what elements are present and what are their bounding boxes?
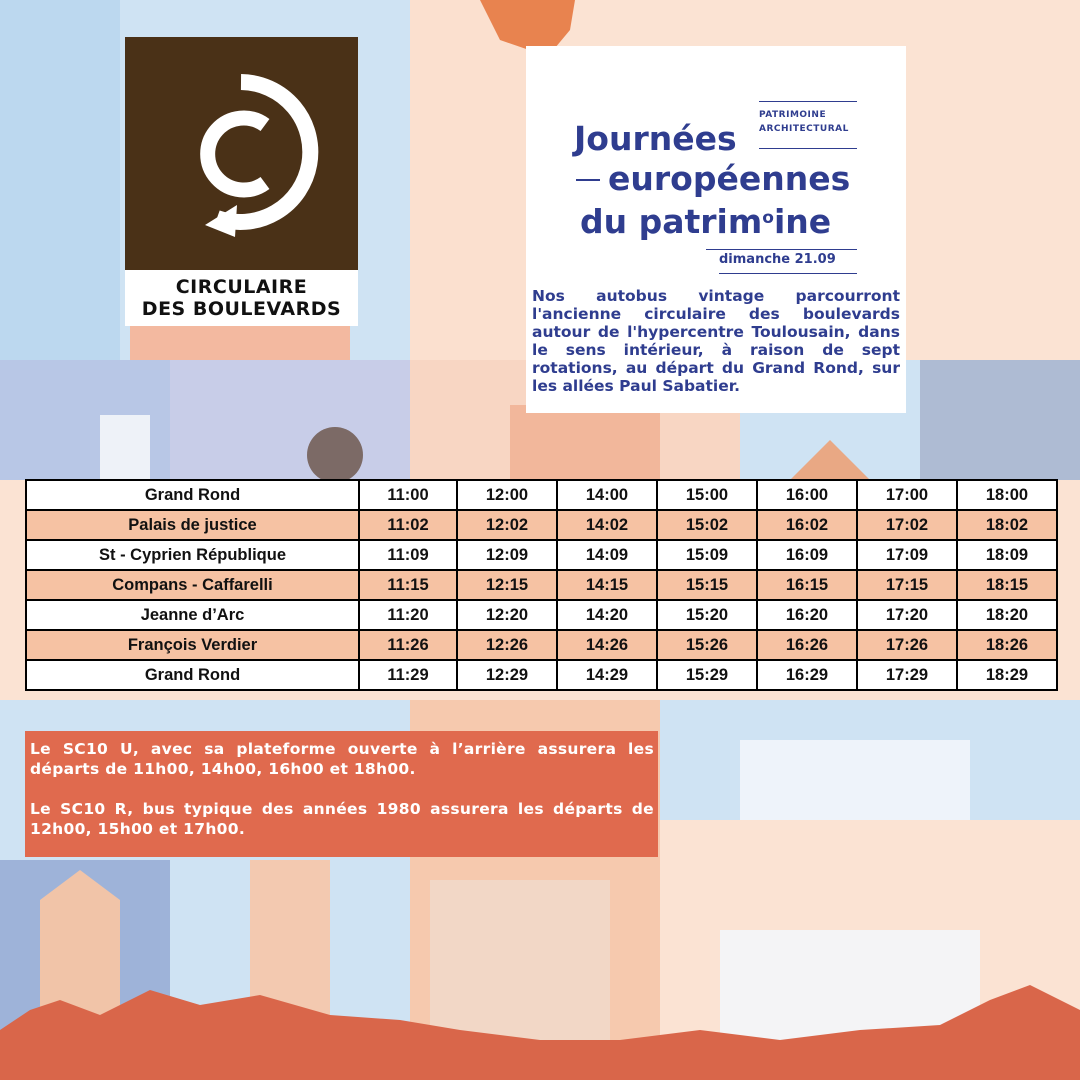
logo-label [125, 270, 358, 326]
departure-time: 12:26 [457, 630, 557, 660]
departure-time: 12:09 [457, 540, 557, 570]
departure-time: 16:20 [757, 600, 857, 630]
departure-time: 11:09 [359, 540, 457, 570]
departure-time: 15:00 [657, 480, 757, 510]
tag-architectural: ARCHITECTURAL [759, 124, 849, 134]
departure-time: 15:02 [657, 510, 757, 540]
departure-time: 17:02 [857, 510, 957, 540]
departure-time: 16:00 [757, 480, 857, 510]
departure-time: 18:00 [957, 480, 1057, 510]
jep-title-line3 [580, 202, 831, 248]
rule-top [759, 101, 857, 102]
departure-time: 12:00 [457, 480, 557, 510]
stop-name: Grand Rond [26, 480, 359, 510]
departure-time: 18:02 [957, 510, 1057, 540]
departure-time: 11:02 [359, 510, 457, 540]
departure-time: 12:15 [457, 570, 557, 600]
departure-time: 15:26 [657, 630, 757, 660]
table-row [26, 600, 1057, 630]
tag-patrimoine: PATRIMOINE [759, 110, 827, 120]
table-row [26, 630, 1057, 660]
departure-time: 12:20 [457, 600, 557, 630]
table-row [26, 510, 1057, 540]
departure-time: 11:29 [359, 660, 457, 690]
departure-time: 14:26 [557, 630, 657, 660]
departure-time: 18:29 [957, 660, 1057, 690]
departure-time: 15:20 [657, 600, 757, 630]
note-sc10u: Le SC10 U, avec sa plateforme ouverte à l’arrière assurera les départs de 11h00, 14h00, 16h00 et 18h00. [30, 740, 654, 778]
departure-time: 16:26 [757, 630, 857, 660]
departure-time: 17:29 [857, 660, 957, 690]
departure-time: 14:15 [557, 570, 657, 600]
departure-time: 11:20 [359, 600, 457, 630]
departure-time: 14:00 [557, 480, 657, 510]
stop-name: François Verdier [26, 630, 359, 660]
jep-title-line2: européennes [608, 159, 851, 198]
logo-label-line1: CIRCULAIRE [175, 276, 308, 298]
departure-time: 16:09 [757, 540, 857, 570]
note-sc10r: Le SC10 R, bus typique des années 1980 assurera les départs de 12h00, 15h00 et 17h00. [30, 800, 654, 838]
stop-name: Jeanne d’Arc [26, 600, 359, 630]
jep-title-line3-end: ine [773, 202, 832, 241]
logo-box [125, 37, 358, 270]
departure-time: 15:29 [657, 660, 757, 690]
stop-name: Compans - Caffarelli [26, 570, 359, 600]
departure-time: 18:20 [957, 600, 1057, 630]
schedule-table [25, 479, 1058, 691]
departure-time: 12:02 [457, 510, 557, 540]
departure-time: 15:09 [657, 540, 757, 570]
rule-mid [759, 148, 857, 149]
circular-arrow-logo-icon [125, 37, 358, 270]
table-row [26, 570, 1057, 600]
departure-time: 16:02 [757, 510, 857, 540]
rule-date [719, 273, 857, 274]
jep-title-line3-start: du patrim [580, 202, 763, 241]
event-date: dimanche 21.09 [719, 252, 836, 267]
departure-time: 17:26 [857, 630, 957, 660]
departure-time: 16:29 [757, 660, 857, 690]
departure-time: 16:15 [757, 570, 857, 600]
departure-time: 11:26 [359, 630, 457, 660]
departure-time: 14:20 [557, 600, 657, 630]
departure-time: 14:09 [557, 540, 657, 570]
stop-name: Grand Rond [26, 660, 359, 690]
departure-time: 18:26 [957, 630, 1057, 660]
stop-name: Palais de justice [26, 510, 359, 540]
departure-time: 17:20 [857, 600, 957, 630]
title-dash [576, 179, 600, 181]
jep-title-line1: Journées [574, 119, 737, 158]
departure-time: 17:09 [857, 540, 957, 570]
departure-time: 15:15 [657, 570, 757, 600]
logo-label-line2: DES BOULEVARDS [141, 298, 342, 320]
departure-time: 18:15 [957, 570, 1057, 600]
intro-text: Nos autobus vintage parcourront l'ancienne circulaire des boulevards autour de l'hypercentre Toulousain, dans le sens intérieur, à raison de sept rotations, au départ du Grand Rond, sur les allées Paul Sabatier. [532, 287, 900, 395]
table-row [26, 660, 1057, 690]
departure-time: 11:15 [359, 570, 457, 600]
bus-notes [25, 731, 658, 857]
departure-time: 18:09 [957, 540, 1057, 570]
departure-time: 12:29 [457, 660, 557, 690]
jep-title-raised-o: o [762, 208, 774, 228]
departure-time: 17:15 [857, 570, 957, 600]
departure-time: 14:29 [557, 660, 657, 690]
table-row [26, 480, 1057, 510]
departure-time: 11:00 [359, 480, 457, 510]
departure-time: 14:02 [557, 510, 657, 540]
stop-name: St - Cyprien République [26, 540, 359, 570]
table-row [26, 540, 1057, 570]
departure-time: 17:00 [857, 480, 957, 510]
rule-bottom [706, 249, 857, 250]
